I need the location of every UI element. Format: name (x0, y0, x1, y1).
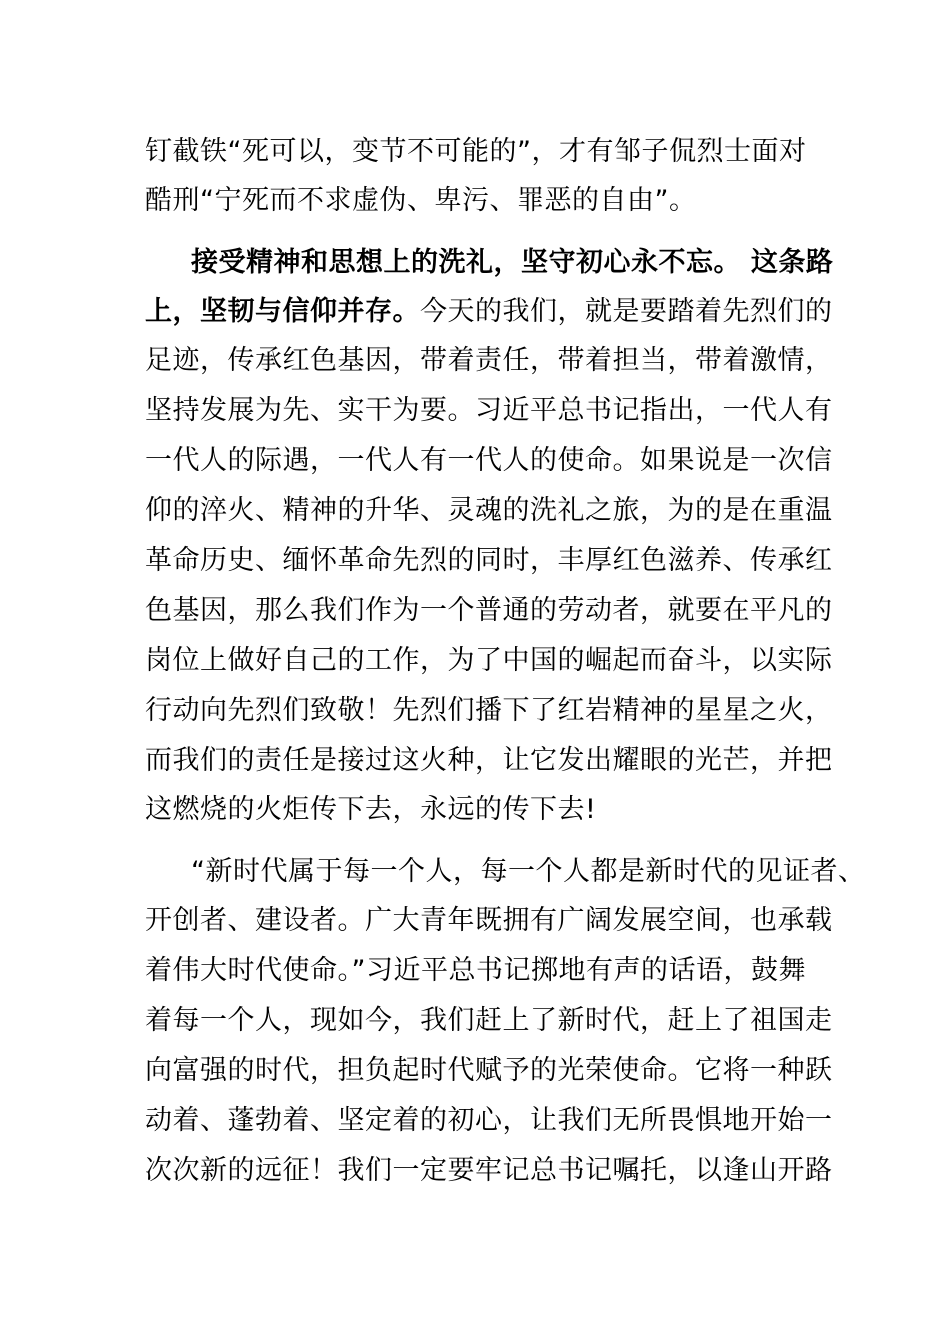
paragraph-2-line-11: 而我们的责任是接过这火种，让它发出耀眼的光芒，并把 (145, 745, 833, 776)
paragraph-2-line-2 (145, 287, 833, 337)
paragraph-2-line-5: 一代人的际遇，一代人有一代人的使命。如果说是一次信 (145, 445, 833, 476)
paragraph-2-line-8: 色基因，那么我们作为一个普通的劳动者，就要在平凡的 (145, 595, 833, 626)
paragraph-2-line-2-rest: 今天的我们，就是要踏着先烈们的 (420, 296, 833, 327)
paragraph-2-line-7: 革命历史、缅怀革命先烈的同时，丰厚红色滋养、传承红 (145, 545, 833, 576)
paragraph-3-line-4: 着每一个人，现如今，我们赶上了新时代，赶上了祖国走 (145, 1005, 833, 1036)
paragraph-2-line-6: 仰的淬火、精神的升华、灵魂的洗礼之旅，为的是在重温 (145, 495, 833, 526)
paragraph-2-line-10: 行动向先烈们致敬！先烈们播下了红岩精神的星星之火， (145, 695, 833, 726)
paragraph-2-line-12: 这燃烧的火炬传下去，永远的传下去! (145, 794, 597, 825)
paragraph-2-line-3: 足迹，传承红色基因，带着责任，带着担当，带着激情， (145, 345, 833, 376)
paragraph-3-line-3: 着伟大时代使命。”习近平总书记掷地有声的话语，鼓舞 (145, 955, 806, 986)
paragraph-2-heading-line-1: 接受精神和思想上的洗礼，坚守初心永不忘。 这条路 (191, 247, 834, 278)
paragraph-3-line-1: “新时代属于每一个人，每一个人都是新时代的见证者、 (191, 856, 866, 887)
paragraph-2-heading-line-2: 上，坚韧与信仰并存。 (145, 296, 420, 327)
paragraph-2-line-9: 岗位上做好自己的工作，为了中国的崛起而奋斗，以实际 (145, 645, 833, 676)
paragraph-3-line-2: 开创者、建设者。广大青年既拥有广阔发展空间，也承载 (145, 905, 833, 936)
paragraph-3-line-6: 动着、蓬勃着、坚定着的初心，让我们无所畏惧地开始一 (145, 1105, 833, 1136)
paragraph-1-line-1: 钉截铁“死可以，变节不可能的”，才有邹子侃烈士面对 (145, 136, 807, 167)
paragraph-1-line-2: 酷刑“宁死而不求虚伪、卑污、罪恶的自由”。 (145, 185, 697, 216)
paragraph-2-line-4: 坚持发展为先、实干为要。习近平总书记指出，一代人有 (145, 395, 833, 426)
paragraph-3-line-7: 次次新的远征！我们一定要牢记总书记嘱托，以逢山开路 (145, 1155, 833, 1186)
paragraph-3-line-5: 向富强的时代，担负起时代赋予的光荣使命。它将一种跃 (145, 1055, 833, 1086)
